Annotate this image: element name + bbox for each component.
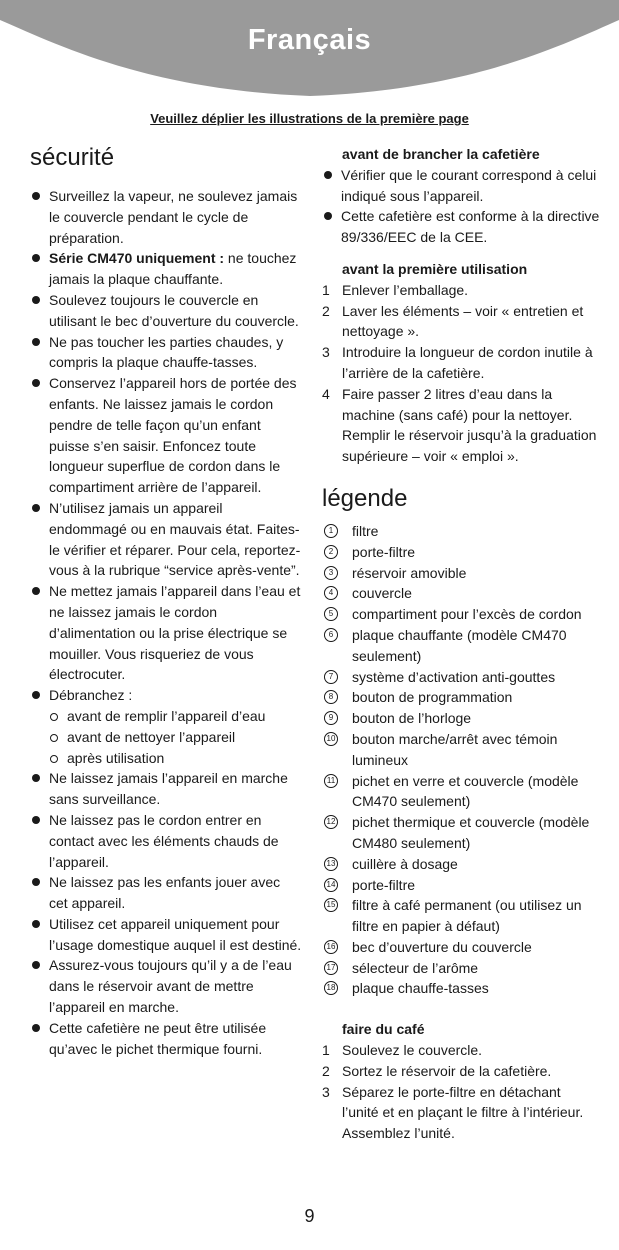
list-item-text: Soulevez toujours le couvercle en utilisant le bec d’ouverture du couvercle. bbox=[49, 291, 299, 329]
list-item-text: Ne mettez jamais l’appareil dans l’eau et ne laissez jamais le cordon d’alimentation ou la prise électrique se mouiller. Vous risqueriez de vous électrocuter. bbox=[49, 583, 301, 683]
list-item-text: ne touchez jamais la plaque chauffante. bbox=[49, 250, 297, 288]
list-item bbox=[30, 248, 302, 290]
list-item-text: Assurez-vous toujours qu’il y a de l’eau dans le réservoir avant de mettre l’appareil en marche. bbox=[49, 957, 292, 1016]
legend-number-badge: 9 bbox=[324, 711, 338, 725]
section-title-legend: légende bbox=[322, 484, 408, 512]
list-item bbox=[30, 498, 302, 581]
legend-number-badge: 7 bbox=[324, 670, 338, 684]
legend-number-badge: 18 bbox=[324, 981, 338, 995]
safety-list bbox=[30, 186, 302, 1059]
list-item: Cette cafetière est conforme à la directive 89/336/EEC de la CEE. bbox=[322, 206, 600, 248]
legend-text: plaque chauffe-tasses bbox=[352, 980, 489, 997]
legend-text: filtre bbox=[352, 522, 379, 539]
sub-list-item: avant de remplir l’appareil d’eau bbox=[49, 706, 302, 727]
step-item bbox=[322, 1040, 600, 1061]
legend-item bbox=[322, 563, 600, 584]
step-number: 2 bbox=[322, 302, 330, 319]
legend-item bbox=[322, 667, 600, 688]
step-item bbox=[322, 1061, 600, 1082]
legend-item bbox=[322, 937, 600, 958]
sub-list-item: après utilisation bbox=[49, 748, 302, 769]
legend-item bbox=[322, 895, 600, 937]
fold-out-instruction: Veuillez déplier les illustrations de la première page bbox=[150, 111, 469, 126]
legend-number-badge: 14 bbox=[324, 878, 338, 892]
legend-text: porte-filtre bbox=[352, 876, 416, 893]
legend-text: compartiment pour l’excès de cordon bbox=[352, 606, 582, 623]
step-number: 3 bbox=[322, 344, 330, 361]
legend-number-badge: 16 bbox=[324, 940, 338, 954]
legend-text: système d’activation anti-gouttes bbox=[352, 668, 556, 685]
list-item-text: Surveillez la vapeur, ne soulevez jamais le couvercle pendant le cycle de préparation. bbox=[49, 188, 298, 246]
first-use-steps bbox=[322, 280, 600, 467]
step-number: 4 bbox=[322, 385, 330, 402]
legend-item bbox=[322, 708, 600, 729]
step-number: 2 bbox=[322, 1062, 330, 1079]
step-text: Sortez le réservoir de la cafetière. bbox=[342, 1062, 552, 1079]
step-item bbox=[322, 301, 600, 343]
list-item-text: Ne laissez jamais l’appareil en marche sans surveillance. bbox=[49, 770, 288, 808]
legend-item bbox=[322, 978, 600, 999]
list-item bbox=[30, 955, 302, 1017]
list-item-text: Ne pas toucher les parties chaudes, y compris la plaque chauffe-tasses. bbox=[49, 333, 284, 371]
legend-text: cuillère à dosage bbox=[352, 855, 458, 872]
list-item bbox=[30, 581, 302, 685]
list-item bbox=[30, 810, 302, 872]
legend-text: bouton de l’horloge bbox=[352, 710, 472, 727]
list-item bbox=[30, 373, 302, 498]
subhead-making-coffee: faire du café bbox=[342, 1021, 425, 1038]
legend-text: bouton marche/arrêt avec témoin lumineux bbox=[352, 730, 558, 768]
making-coffee-steps bbox=[322, 1040, 600, 1144]
page-number: 9 bbox=[304, 1206, 315, 1226]
legend-item bbox=[322, 958, 600, 979]
legend-item bbox=[322, 854, 600, 875]
list-item bbox=[30, 332, 302, 374]
legend-item bbox=[322, 604, 600, 625]
step-number: 1 bbox=[322, 281, 330, 298]
legend-item bbox=[322, 729, 600, 771]
legend-number-badge: 13 bbox=[324, 857, 338, 871]
legend-item bbox=[322, 771, 600, 813]
legend-number-badge: 17 bbox=[324, 961, 338, 975]
list-item-text: Débranchez : bbox=[49, 687, 133, 704]
section-title-safety: sécurité bbox=[30, 144, 115, 171]
legend-number-badge: 6 bbox=[324, 628, 338, 642]
legend-text: pichet thermique et couvercle (modèle CM480 seulement) bbox=[352, 814, 590, 851]
legend-text: bec d’ouverture du couvercle bbox=[352, 938, 532, 955]
step-item bbox=[322, 280, 600, 301]
left-column bbox=[30, 144, 302, 1059]
list-item bbox=[30, 872, 302, 914]
list-item bbox=[30, 290, 302, 332]
list-item: Vérifier que le courant correspond à celui indiqué sous l’appareil. bbox=[322, 165, 600, 207]
list-item-text: Cette cafetière ne peut être utilisée qu’avec le pichet thermique fourni. bbox=[49, 1019, 267, 1057]
step-text: Enlever l’emballage. bbox=[342, 281, 469, 298]
right-column bbox=[322, 144, 600, 1144]
legend-number-badge: 15 bbox=[324, 898, 338, 912]
step-text: Faire passer 2 litres d’eau dans la machine (sans café) pour la nettoyer. Remplir le réservoir jusqu’à la graduation supérieure – voir « emploi ». bbox=[342, 385, 597, 465]
legend-item bbox=[322, 625, 600, 667]
legend-text: bouton de programmation bbox=[352, 689, 513, 706]
list-item-text: Utilisez cet appareil uniquement pour l’usage domestique auquel il est destiné. bbox=[49, 915, 302, 953]
list-item-emphasis: Série CM470 uniquement : bbox=[49, 250, 225, 267]
list-item-text: N’utilisez jamais un appareil endommagé ou en mauvais état. Faites-le vérifier et réparer. Pour cela, reportez-vous à la rubrique “service après-vente”. bbox=[49, 499, 301, 579]
legend-number-badge: 11 bbox=[324, 774, 338, 788]
legend-number-badge: 4 bbox=[324, 586, 338, 600]
legend-number-badge: 12 bbox=[324, 815, 338, 829]
step-text: Laver les éléments – voir « entretien et nettoyage ». bbox=[342, 302, 584, 340]
legend-item bbox=[322, 687, 600, 708]
list-item bbox=[30, 685, 302, 768]
legend-number-badge: 5 bbox=[324, 607, 338, 621]
legend-number-badge: 3 bbox=[324, 566, 338, 580]
unplug-sublist bbox=[49, 706, 302, 768]
list-item-text: Ne laissez pas les enfants jouer avec cet appareil. bbox=[49, 874, 281, 912]
list-item bbox=[30, 186, 302, 248]
legend-text: filtre à café permanent (ou utilisez un filtre en papier à défaut) bbox=[352, 897, 582, 935]
legend-text: porte-filtre bbox=[352, 543, 416, 560]
legend-item bbox=[322, 583, 600, 604]
legend-item bbox=[322, 542, 600, 563]
step-number: 1 bbox=[322, 1042, 330, 1059]
step-item bbox=[322, 342, 600, 384]
list-item-text: Conservez l’appareil hors de portée des enfants. Ne laissez jamais le cordon pendre de telle façon qu’un enfant puisse s’en saisir. Enfoncez toute longueur superflue de cordon dans le compartiment arrière de l’appareil. bbox=[49, 375, 297, 496]
legend-number-badge: 1 bbox=[324, 524, 338, 538]
list-item bbox=[30, 914, 302, 956]
legend-item bbox=[322, 521, 600, 542]
legend-number-badge: 2 bbox=[324, 545, 338, 559]
legend-item bbox=[322, 812, 600, 854]
legend-list bbox=[322, 521, 600, 999]
step-text: Soulevez le couvercle. bbox=[342, 1042, 483, 1059]
step-text: Séparez le porte-filtre en détachant l’unité et en plaçant le filtre à l’intérieur. Assemblez l’unité. bbox=[342, 1083, 584, 1142]
legend-item bbox=[322, 875, 600, 896]
step-item bbox=[322, 1082, 600, 1144]
legend-text: plaque chauffante (modèle CM470 seulement) bbox=[352, 626, 567, 664]
legend-number-badge: 10 bbox=[324, 732, 338, 746]
sub-list-item: avant de nettoyer l’appareil bbox=[49, 727, 302, 748]
legend-text: pichet en verre et couvercle (modèle CM470 seulement) bbox=[352, 772, 579, 810]
legend-text: couvercle bbox=[352, 585, 412, 602]
subhead-before-plugging: avant de brancher la cafetière bbox=[342, 146, 540, 162]
legend-text: réservoir amovible bbox=[352, 564, 467, 581]
step-number: 3 bbox=[322, 1083, 330, 1100]
step-item bbox=[322, 384, 600, 467]
legend-text: sélecteur de l’arôme bbox=[352, 959, 479, 976]
page-title: Français bbox=[247, 24, 372, 56]
step-text: Introduire la longueur de cordon inutile à l’arrière de la cafetière. bbox=[342, 344, 593, 381]
subhead-first-use: avant la première utilisation bbox=[342, 260, 528, 277]
list-item bbox=[30, 1018, 302, 1060]
list-item-text: Ne laissez pas le cordon entrer en contact avec les éléments chauds de l’appareil. bbox=[49, 811, 279, 870]
legend-number-badge: 8 bbox=[324, 690, 338, 704]
before-plugging-list bbox=[322, 165, 600, 248]
list-item bbox=[30, 768, 302, 810]
